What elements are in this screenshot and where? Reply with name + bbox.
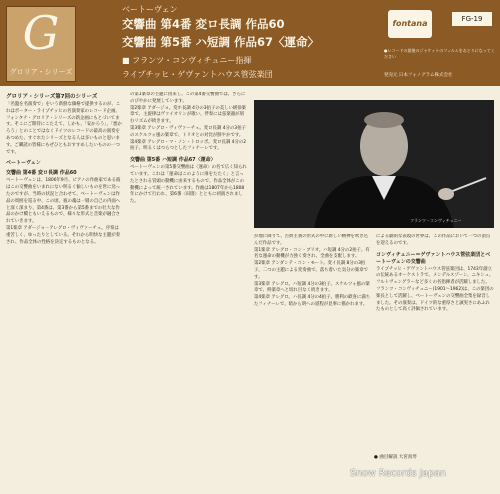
liner-notes-credit: ● 曲目解説 大宮真琴: [374, 455, 417, 460]
gloria-logo: [6, 6, 76, 82]
paragraph: による劇的な表現の世界は、この作品において一つの頂点を迎えるのです。: [376, 234, 491, 246]
header-note: ●レコードの最後のジャケットのフィルムをおとりになってください: [384, 48, 495, 59]
paragraph: 第1楽章 アダージョ－アレグロ・ヴィヴァーチェ。序奏は重苦しく、ゆったりとしている。それから明快な主題が奏され、作品全体の性格を決定するものとなる。: [6, 225, 121, 245]
composer-name: ベートーヴェン: [122, 5, 178, 14]
text-column-2: [130, 92, 248, 488]
orchestra: ライプチッヒ・ゲヴァントハウス管弦楽団: [122, 70, 273, 79]
catalog-number: FG-19: [452, 12, 492, 26]
title-symphony-5: 交響曲 第5番 ハ短調 作品67〈運命〉: [122, 35, 320, 49]
title-symphony-4: 交響曲 第4番 変ロ長調 作品60: [122, 17, 285, 31]
section-heading: 交響曲 第5番 ハ短調 作品67〈運命〉: [130, 157, 216, 164]
paragraph: ベートーヴェンは、1806年9月、ピアノの作曲家である彼はこの交響曲をいまれにない明るく愉しいものを世に送ったのですが、当時の状況と合わせて、ベートーヴェンは作品の周囲を巡る中、この頃、彼の魂は一層の自己の内面へと深く深まり、第4番は、第3番から第5番までの壮大な作品のかけ橋ともいえるもので、様々な形式と音楽が融合されていきます。: [6, 178, 121, 225]
text-column-3: [254, 234, 372, 488]
conductor-photo: [254, 100, 494, 228]
paragraph: 第2楽章 アダージョ。変ホ長調 4分の3拍子の美しい緩徐楽章で、主旋律はヴァイオリンが歌い、伴奏には弦楽器が刻むリズムが続きます。: [130, 105, 247, 125]
section-heading: ベートーヴェン: [6, 160, 41, 167]
column-heading: グロリア・シリーズ第7回のシリーズ: [6, 94, 98, 100]
conductor-portrait-image: [254, 100, 494, 228]
paragraph: 第2楽章 アンダンテ・コン・モート。変イ長調 8分の3拍子。二つの主題による変奏曲で、落ち着いた気分の楽章です。: [254, 261, 369, 280]
photo-caption: フランツ・コンヴィチュニー: [410, 218, 462, 223]
paragraph: 「名盤を名演奏で」をいう新鮮な価格で提供するのが、これはポーター・ライプチッヒの名演奏家のレコード企画。フォンタナ・グロリア・シリーズの新企画にもとづいてます。そこにご期待にこたえて、しかも、「安かろう」、「悪かろう」とのことではなくドイツのレコードの最高の演奏をあつめた、すぐれたシリーズとなる人は多いものと思います。ご購読の皆様にもぜひともおすすめしたいものの一つです。: [6, 102, 122, 155]
paragraph: 第1楽章 アレグロ・コン・ブリオ。ハ短調 4分の2拍子。有名な運命の動機が力強く奏され、全曲を支配します。: [254, 247, 370, 260]
paragraph: 第4楽章 アレグロ。ハ長調 4分の4拍子。勝利の歓喜に満ちたフィナーレで、暗から明への道程が見事に描かれます。: [254, 295, 371, 307]
paragraph: 第3楽章 アレグロ。ハ短調 4分の3拍子。スケルツォ風の楽章で、終楽章へと切れ目なく続きます。: [254, 281, 370, 294]
watermark: Snow Records Japan: [350, 468, 446, 479]
paragraph: 第3楽章 アレグロ・ヴィヴァーチェ。変ロ長調 4分の3拍子のスケルツォ風の楽章で、トリオとの対比が鮮やかです。: [130, 125, 246, 138]
section-heading: コンヴィチュニー＝ゲヴァントハウス管弦楽団とベートーヴェンの交響曲: [376, 251, 491, 265]
paragraph: の第1楽章の主題に由来し、この第4番交響曲では、さらにのびやかに発展しています。: [130, 92, 246, 104]
conductor: ■ フランツ・コンヴィチュニー指揮: [122, 56, 252, 65]
text-column-1: [6, 92, 122, 488]
logo-text: グロリア・シリーズ: [9, 68, 73, 76]
section-subheading: 交響曲 第4番 変ロ長調 作品60: [6, 170, 77, 177]
paragraph: が地に降りて、古典主義の形式の中に新しい精神を吹き込んだ作品です。: [254, 234, 369, 246]
paragraph: 第4楽章 アレグロ・マ・ノン・トロッポ。変ロ長調 4分の2拍子。明るくはつらつとしたフィナーレです。: [130, 139, 247, 152]
logo-letter: G: [22, 6, 60, 60]
paragraph: フランツ・コンヴィチュニー(1901～1962)は、この楽団の楽長として活躍し、ベートーヴェンの交響曲全集を録音しました。その演奏は、ドイツ的な重厚さと誠実さにあふれたものとして高く評価されています。: [376, 286, 494, 313]
fontana-logo: fontana: [388, 10, 432, 38]
paragraph: ライプチッヒ・ゲヴァントハウス管弦楽団は、1743年創立の伝統あるオーケストラで、メンデルスゾーン、ニキシュ、フルトヴェングラーなど多くの名指揮者が活躍しました。: [376, 266, 494, 286]
paragraph: ベートーヴェンの第5番交響曲は〈運命〉の名で広く知られています。これは「運命はこのように扉をたたく」と言ったとされる冒頭の動機に由来するもので、作品全体がこの動機によって統一されています。作曲は1807年から1808年にかけて行われ、第6番〈田園〉とともに初演されました。: [130, 165, 247, 205]
publisher: 発売元 日本フォノグラム株式会社: [384, 73, 453, 78]
header-banner: [0, 0, 500, 86]
text-column-4: [376, 234, 494, 450]
